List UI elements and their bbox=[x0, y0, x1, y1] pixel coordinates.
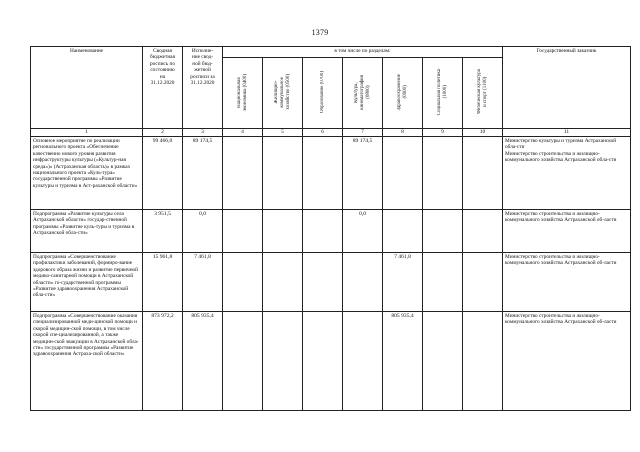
row-budget: 3 951,5 bbox=[143, 210, 183, 253]
row-execution: 805 935,4 bbox=[183, 312, 223, 411]
row-section-1100 bbox=[463, 312, 503, 411]
row-section-0900: 805 935,4 bbox=[383, 312, 423, 411]
row-section-1100 bbox=[463, 253, 503, 312]
column-number: 8 bbox=[383, 129, 423, 137]
row-section-0700 bbox=[303, 253, 343, 312]
row-budget: 873 972,2 bbox=[143, 312, 183, 411]
row-section-0900 bbox=[383, 137, 423, 210]
report-table bbox=[30, 46, 631, 411]
table-row bbox=[31, 137, 631, 210]
row-section-0800: 89 174,5 bbox=[343, 137, 383, 210]
row-section-1000 bbox=[423, 210, 463, 253]
header-section-1000: Социальная политика (1000) bbox=[423, 58, 463, 129]
column-number: 5 bbox=[263, 129, 303, 137]
header-name: Наименование bbox=[31, 47, 143, 129]
row-section-0800 bbox=[343, 253, 383, 312]
header-section-0500: Жилищно- коммунальное хозяйство (0500) bbox=[263, 58, 303, 129]
row-section-0500 bbox=[263, 137, 303, 210]
column-number: 1 bbox=[31, 129, 143, 137]
header-execution: Исполне- ние свод- ной бюд- жетной росписи за 31.12.2020 bbox=[183, 47, 223, 129]
row-execution: 0,0 bbox=[183, 210, 223, 253]
row-section-0400 bbox=[223, 253, 263, 312]
row-section-1000 bbox=[423, 312, 463, 411]
row-section-0700 bbox=[303, 210, 343, 253]
row-section-0700 bbox=[303, 137, 343, 210]
row-customer: Министерство строительства и жилищно-коммунального хозяйства Астраханской об-ласти bbox=[503, 253, 631, 312]
row-section-0400 bbox=[223, 210, 263, 253]
row-name: Подпрограмма «Совершенствование профилактики заболеваний, формиро-вание здорового образа жизни и развитие первичной медико-санитарной помощи в Астраханской области» го-сударственной программы «Развитие здравоохранения Астраханской обла-сти» bbox=[31, 253, 143, 312]
row-section-1000 bbox=[423, 253, 463, 312]
row-section-1000 bbox=[423, 137, 463, 210]
row-section-0500 bbox=[263, 312, 303, 411]
column-number-row bbox=[31, 129, 631, 137]
header-section-0800: Культура, кинематография (0800) bbox=[343, 58, 383, 129]
header-section-1100: Физическая культура и спорт (1100) bbox=[463, 58, 503, 129]
page-number: 1379 bbox=[311, 28, 329, 37]
table-row bbox=[31, 312, 631, 411]
header-section-0900: Здравоохранение (0900) bbox=[383, 58, 423, 129]
row-section-0400 bbox=[223, 137, 263, 210]
row-budget: 99 466,0 bbox=[143, 137, 183, 210]
header-customer: Государственный заказчик bbox=[503, 47, 631, 129]
row-budget: 15 961,8 bbox=[143, 253, 183, 312]
column-number: 7 bbox=[343, 129, 383, 137]
table-row bbox=[31, 253, 631, 312]
row-section-0700 bbox=[303, 312, 343, 411]
row-section-1100 bbox=[463, 137, 503, 210]
header-section-0400: Национальная экономика (0400) bbox=[223, 58, 263, 129]
column-number: 10 bbox=[463, 129, 503, 137]
column-number: 2 bbox=[143, 129, 183, 137]
row-section-0500 bbox=[263, 253, 303, 312]
header-row-top bbox=[31, 47, 631, 58]
row-section-1100 bbox=[463, 210, 503, 253]
row-name: Подпрограмма «Развитие культуры села Астраханской области» государ-ственной программы «Развитие куль-туры и туризма в Астраханской обла-сти» bbox=[31, 210, 143, 253]
column-number: 4 bbox=[223, 129, 263, 137]
row-name: Подпрограмма «Совершенствование оказания специализированной меди-цинской помощи и скорой медицин-ской помощи, в том числе скорой спе-циализированной, а также медицин-ской эвакуации в Астраханской обла-сти» государственной программы «Развитие здравоохранения Астраха-ской области» bbox=[31, 312, 143, 411]
row-execution: 7 461,8 bbox=[183, 253, 223, 312]
column-number: 6 bbox=[303, 129, 343, 137]
row-customer: Министерство строительства и жилищно-коммунального хозяйства Астраханской об-ласти bbox=[503, 312, 631, 411]
table-row bbox=[31, 210, 631, 253]
row-section-0800: 0,0 bbox=[343, 210, 383, 253]
row-section-0400 bbox=[223, 312, 263, 411]
row-customer: Министерство строительства и жилищно-коммунального хозяйства Астраханской об-ласти bbox=[503, 210, 631, 253]
header-budget: Сводная бюджетная роспись по состоянию на 31.12.2020 bbox=[143, 47, 183, 129]
column-number: 11 bbox=[503, 129, 631, 137]
row-name: Основное мероприятие по реализации регионального проекта «Обеспечение качественно нового уровня развития инфраструктуры культуры («Культур-ная среда»)» (Астраханская область)» в рамках национального проекта «Куль-тура» государственной программы «Развитие культуры и туризма в Аст-раханской области» bbox=[31, 137, 143, 210]
row-section-0500 bbox=[263, 210, 303, 253]
row-customer: Министерство культуры и туризма Астраханской обла-сти Министерство строительства и жилищно-коммунального хозяйства Астраханской обла-сти bbox=[503, 137, 631, 210]
row-section-0900: 7 461,8 bbox=[383, 253, 423, 312]
column-number: 3 bbox=[183, 129, 223, 137]
row-section-0800 bbox=[343, 312, 383, 411]
column-number: 9 bbox=[423, 129, 463, 137]
row-execution: 89 174,5 bbox=[183, 137, 223, 210]
row-section-0900 bbox=[383, 210, 423, 253]
header-by-sections: в том числе по разделам: bbox=[223, 47, 503, 58]
header-section-0700: Образование (0700) bbox=[303, 58, 343, 129]
